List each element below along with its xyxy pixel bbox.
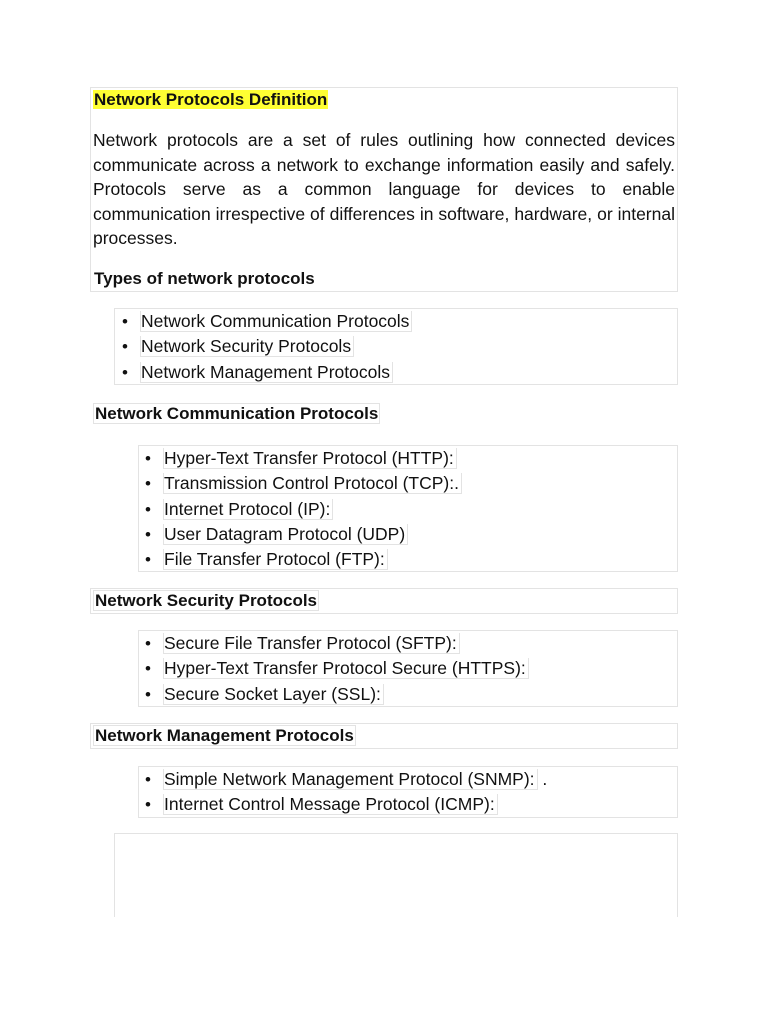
list-item: [145, 631, 529, 656]
list-item: [122, 334, 412, 359]
security-heading: [93, 590, 319, 612]
list-item: [145, 682, 529, 707]
list-item-text: Network Security Protocols: [140, 336, 354, 357]
list-item: [145, 446, 462, 471]
title-highlight: Network Protocols Definition: [94, 90, 328, 109]
bullet-icon: •: [145, 659, 151, 679]
list-item: [145, 522, 462, 547]
types-heading-text: Types of network protocols: [94, 269, 315, 288]
management-heading-text: Network Management Protocols: [95, 726, 354, 745]
list-item-text: Secure Socket Layer (SSL):: [163, 684, 384, 705]
list-item: [122, 360, 412, 385]
list-item-text: Network Communication Protocols: [140, 311, 412, 332]
bullet-icon: •: [122, 362, 128, 382]
list-item-text: Transmission Control Protocol (TCP):.: [163, 473, 462, 494]
bullet-icon: •: [145, 474, 151, 494]
bullet-icon: •: [145, 634, 151, 653]
list-item-text: Internet Protocol (IP):: [163, 499, 333, 520]
security-heading-text: Network Security Protocols: [95, 591, 318, 610]
bullet-icon: •: [145, 550, 151, 570]
bullet-icon: •: [145, 449, 151, 468]
types-heading: [93, 268, 316, 290]
security-list: [145, 631, 529, 707]
bullet-icon: •: [145, 795, 151, 815]
bullet-icon: •: [145, 499, 151, 519]
list-item: [145, 547, 462, 572]
list-item-text: Internet Control Message Protocol (ICMP):: [163, 794, 498, 815]
page-title: [93, 89, 328, 111]
communication-heading-text: Network Communication Protocols: [95, 404, 379, 423]
list-item-text: Network Management Protocols: [140, 362, 393, 383]
list-item: [122, 309, 412, 334]
communication-list: [145, 446, 462, 572]
bullet-icon: •: [145, 684, 151, 704]
list-item: [145, 471, 462, 496]
intro-paragraph: Network protocols are a set of rules outlining how connected devices communicate across a network to exchange information easily and safely. Protocols serve as a common language for devices to enable communication irrespective of differences in software, hardware, or internal processes.: [93, 130, 675, 248]
empty-content-frame: [114, 833, 678, 917]
types-list: [122, 309, 412, 385]
list-item-text: User Datagram Protocol (UDP): [163, 524, 408, 545]
list-item-text: File Transfer Protocol (FTP):: [163, 549, 388, 570]
list-item-text: Hyper-Text Transfer Protocol Secure (HTTPS):: [163, 658, 529, 679]
management-heading: [93, 725, 356, 747]
list-item-text: Secure File Transfer Protocol (SFTP):: [163, 633, 460, 654]
bullet-icon: •: [122, 312, 128, 331]
list-item-text: Hyper-Text Transfer Protocol (HTTP):: [163, 448, 457, 469]
list-item: [145, 656, 529, 681]
list-item: [145, 792, 547, 817]
trailing-period: .: [542, 769, 548, 789]
list-item: [145, 767, 548, 792]
bullet-icon: •: [145, 524, 151, 544]
list-item: [145, 497, 462, 522]
bullet-icon: •: [145, 770, 151, 789]
list-item-text: Simple Network Management Protocol (SNMP):: [163, 769, 538, 790]
bullet-icon: •: [122, 337, 128, 357]
communication-heading: [93, 403, 380, 425]
management-list: [145, 767, 548, 818]
